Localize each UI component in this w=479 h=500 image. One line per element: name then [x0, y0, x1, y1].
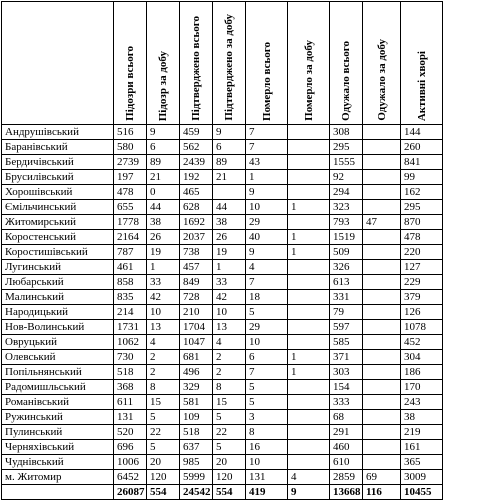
value-cell: 92 — [330, 170, 363, 185]
value-cell: 1704 — [180, 320, 213, 335]
table-row — [2, 245, 443, 260]
value-cell: 308 — [330, 125, 363, 140]
table-body — [2, 125, 443, 500]
value-cell: 186 — [401, 365, 443, 380]
value-cell: 0 — [147, 185, 180, 200]
district-name: Любарський — [2, 275, 114, 290]
table-row — [2, 410, 443, 425]
district-name: Нов-Волинський — [2, 320, 114, 335]
value-cell: 518 — [180, 425, 213, 440]
value-cell: 516 — [114, 125, 147, 140]
value-cell: 730 — [114, 350, 147, 365]
value-cell: 109 — [180, 410, 213, 425]
value-cell — [288, 440, 330, 455]
value-cell: 628 — [180, 200, 213, 215]
value-cell: 295 — [401, 200, 443, 215]
value-cell: 9 — [213, 125, 246, 140]
value-cell: 1 — [213, 260, 246, 275]
district-name: Лугинський — [2, 260, 114, 275]
value-cell: 787 — [114, 245, 147, 260]
district-name: Ружинський — [2, 410, 114, 425]
table-row — [2, 455, 443, 470]
value-cell: 1692 — [180, 215, 213, 230]
value-cell: 131 — [114, 410, 147, 425]
value-cell: 9 — [246, 185, 288, 200]
value-cell: 2 — [147, 365, 180, 380]
value-cell: 6 — [147, 140, 180, 155]
value-cell: 38 — [401, 410, 443, 425]
header-suspected-day: Підозр за добу — [147, 2, 180, 125]
value-cell — [288, 275, 330, 290]
value-cell: 294 — [330, 185, 363, 200]
value-cell: 562 — [180, 140, 213, 155]
value-cell: 365 — [401, 455, 443, 470]
header-row — [2, 2, 443, 125]
value-cell: 229 — [401, 275, 443, 290]
district-name: Баранівський — [2, 140, 114, 155]
table-row — [2, 470, 443, 485]
value-cell: 24542 — [180, 485, 213, 500]
table-row — [2, 275, 443, 290]
value-cell: 29 — [246, 320, 288, 335]
value-cell: 22 — [213, 425, 246, 440]
value-cell: 681 — [180, 350, 213, 365]
value-cell — [363, 245, 401, 260]
value-cell: 1078 — [401, 320, 443, 335]
value-cell: 26 — [213, 230, 246, 245]
value-cell: 6 — [246, 350, 288, 365]
value-cell — [288, 455, 330, 470]
value-cell: 120 — [147, 470, 180, 485]
value-cell: 69 — [363, 470, 401, 485]
table-row — [2, 350, 443, 365]
value-cell: 44 — [213, 200, 246, 215]
value-cell — [288, 215, 330, 230]
header-active: Активні хворі — [401, 2, 443, 125]
value-cell: 323 — [330, 200, 363, 215]
value-cell: 1778 — [114, 215, 147, 230]
table-row — [2, 185, 443, 200]
value-cell: 127 — [401, 260, 443, 275]
value-cell — [288, 410, 330, 425]
value-cell: 13 — [213, 320, 246, 335]
value-cell: 4 — [246, 260, 288, 275]
value-cell: 610 — [330, 455, 363, 470]
value-cell: 496 — [180, 365, 213, 380]
table-row — [2, 290, 443, 305]
value-cell: 13668 — [330, 485, 363, 500]
value-cell: 4 — [213, 335, 246, 350]
value-cell: 6452 — [114, 470, 147, 485]
value-cell — [363, 425, 401, 440]
value-cell: 40 — [246, 230, 288, 245]
value-cell: 985 — [180, 455, 213, 470]
value-cell — [363, 455, 401, 470]
table-row — [2, 440, 443, 455]
value-cell: 5 — [246, 380, 288, 395]
value-cell: 38 — [147, 215, 180, 230]
value-cell: 9 — [288, 485, 330, 500]
value-cell — [363, 320, 401, 335]
value-cell: 22 — [147, 425, 180, 440]
value-cell: 19 — [213, 245, 246, 260]
value-cell: 2164 — [114, 230, 147, 245]
header-corner — [2, 2, 114, 125]
value-cell: 509 — [330, 245, 363, 260]
value-cell: 2739 — [114, 155, 147, 170]
value-cell: 33 — [147, 275, 180, 290]
value-cell — [363, 125, 401, 140]
table-row — [2, 125, 443, 140]
value-cell: 696 — [114, 440, 147, 455]
value-cell: 1 — [288, 350, 330, 365]
value-cell: 8 — [213, 380, 246, 395]
header-suspected-total: Підозри всього — [114, 2, 147, 125]
value-cell: 20 — [213, 455, 246, 470]
value-cell — [288, 425, 330, 440]
total-row — [2, 485, 443, 500]
value-cell: 291 — [330, 425, 363, 440]
value-cell: 2 — [213, 350, 246, 365]
value-cell: 3 — [246, 410, 288, 425]
header-died-day: Померло за добу — [288, 2, 330, 125]
value-cell: 478 — [114, 185, 147, 200]
district-name: Хорошівський — [2, 185, 114, 200]
value-cell — [288, 260, 330, 275]
value-cell: 79 — [330, 305, 363, 320]
value-cell: 1555 — [330, 155, 363, 170]
value-cell — [363, 305, 401, 320]
value-cell: 220 — [401, 245, 443, 260]
district-name: Коростенський — [2, 230, 114, 245]
value-cell: 303 — [330, 365, 363, 380]
value-cell — [288, 155, 330, 170]
value-cell: 2037 — [180, 230, 213, 245]
value-cell: 581 — [180, 395, 213, 410]
covid-stats-table — [1, 1, 443, 500]
value-cell: 144 — [401, 125, 443, 140]
table-row — [2, 200, 443, 215]
value-cell: 452 — [401, 335, 443, 350]
value-cell: 7 — [246, 275, 288, 290]
value-cell: 170 — [401, 380, 443, 395]
value-cell: 2 — [147, 350, 180, 365]
value-cell — [288, 305, 330, 320]
header-recovered-total: Одужало всього — [330, 2, 363, 125]
value-cell: 1 — [288, 245, 330, 260]
table-row — [2, 260, 443, 275]
value-cell: 120 — [213, 470, 246, 485]
value-cell: 1 — [288, 365, 330, 380]
value-cell: 326 — [330, 260, 363, 275]
value-cell: 841 — [401, 155, 443, 170]
value-cell: 116 — [363, 485, 401, 500]
value-cell: 4 — [288, 470, 330, 485]
value-cell: 47 — [363, 215, 401, 230]
header-confirmed-total: Підтверджено всього — [180, 2, 213, 125]
district-name: Малинський — [2, 290, 114, 305]
value-cell: 131 — [246, 470, 288, 485]
table-row — [2, 395, 443, 410]
value-cell — [363, 230, 401, 245]
value-cell: 161 — [401, 440, 443, 455]
table-row — [2, 305, 443, 320]
value-cell: 419 — [246, 485, 288, 500]
value-cell: 7 — [246, 365, 288, 380]
value-cell — [363, 380, 401, 395]
value-cell: 10455 — [401, 485, 443, 500]
value-cell: 2859 — [330, 470, 363, 485]
table-row — [2, 335, 443, 350]
value-cell: 29 — [246, 215, 288, 230]
value-cell: 68 — [330, 410, 363, 425]
district-name: Олевський — [2, 350, 114, 365]
value-cell — [363, 155, 401, 170]
value-cell: 333 — [330, 395, 363, 410]
value-cell: 21 — [147, 170, 180, 185]
value-cell — [363, 440, 401, 455]
table-row — [2, 215, 443, 230]
value-cell: 461 — [114, 260, 147, 275]
district-name: Народицький — [2, 305, 114, 320]
header-died-total: Померло всього — [246, 2, 288, 125]
value-cell: 1 — [246, 170, 288, 185]
value-cell: 7 — [246, 125, 288, 140]
value-cell: 99 — [401, 170, 443, 185]
value-cell: 219 — [401, 425, 443, 440]
district-name: Овруцький — [2, 335, 114, 350]
value-cell: 554 — [213, 485, 246, 500]
value-cell: 3009 — [401, 470, 443, 485]
value-cell: 5 — [147, 410, 180, 425]
value-cell: 126 — [401, 305, 443, 320]
value-cell: 4 — [147, 335, 180, 350]
covid-stats-table-container — [1, 1, 443, 500]
value-cell: 478 — [401, 230, 443, 245]
value-cell: 43 — [246, 155, 288, 170]
district-name: Брусилівський — [2, 170, 114, 185]
value-cell: 1062 — [114, 335, 147, 350]
value-cell — [363, 365, 401, 380]
value-cell — [288, 335, 330, 350]
value-cell: 295 — [330, 140, 363, 155]
value-cell: 611 — [114, 395, 147, 410]
value-cell: 42 — [213, 290, 246, 305]
value-cell: 162 — [401, 185, 443, 200]
value-cell: 371 — [330, 350, 363, 365]
value-cell: 2 — [213, 365, 246, 380]
value-cell: 243 — [401, 395, 443, 410]
value-cell: 18 — [246, 290, 288, 305]
district-name: м. Житомир — [2, 470, 114, 485]
value-cell — [363, 350, 401, 365]
value-cell — [363, 395, 401, 410]
value-cell: 38 — [213, 215, 246, 230]
value-cell — [363, 410, 401, 425]
value-cell: 19 — [147, 245, 180, 260]
value-cell — [288, 140, 330, 155]
value-cell: 5 — [246, 395, 288, 410]
table-row — [2, 140, 443, 155]
value-cell — [363, 275, 401, 290]
value-cell: 1519 — [330, 230, 363, 245]
value-cell: 585 — [330, 335, 363, 350]
value-cell: 460 — [330, 440, 363, 455]
value-cell: 10 — [213, 305, 246, 320]
value-cell: 870 — [401, 215, 443, 230]
value-cell: 42 — [147, 290, 180, 305]
value-cell: 8 — [246, 425, 288, 440]
value-cell: 210 — [180, 305, 213, 320]
value-cell: 15 — [213, 395, 246, 410]
value-cell: 1 — [288, 230, 330, 245]
district-name: Пулинський — [2, 425, 114, 440]
value-cell: 26 — [147, 230, 180, 245]
value-cell: 10 — [246, 335, 288, 350]
district-name: Житомирський — [2, 215, 114, 230]
table-row — [2, 170, 443, 185]
value-cell — [288, 170, 330, 185]
value-cell: 16 — [246, 440, 288, 455]
district-name: Черняхівський — [2, 440, 114, 455]
value-cell: 10 — [147, 305, 180, 320]
value-cell: 520 — [114, 425, 147, 440]
district-name: Ємільчинський — [2, 200, 114, 215]
value-cell — [363, 185, 401, 200]
table-row — [2, 365, 443, 380]
value-cell — [288, 320, 330, 335]
value-cell — [363, 260, 401, 275]
value-cell: 8 — [147, 380, 180, 395]
value-cell: 379 — [401, 290, 443, 305]
value-cell: 637 — [180, 440, 213, 455]
value-cell: 5999 — [180, 470, 213, 485]
value-cell: 580 — [114, 140, 147, 155]
value-cell: 9 — [147, 125, 180, 140]
value-cell: 728 — [180, 290, 213, 305]
value-cell: 457 — [180, 260, 213, 275]
district-name: Попільнянський — [2, 365, 114, 380]
value-cell: 260 — [401, 140, 443, 155]
value-cell: 44 — [147, 200, 180, 215]
value-cell — [363, 200, 401, 215]
district-name: Романівський — [2, 395, 114, 410]
value-cell — [288, 125, 330, 140]
district-name: Андрушівський — [2, 125, 114, 140]
value-cell — [213, 185, 246, 200]
value-cell: 554 — [147, 485, 180, 500]
value-cell: 89 — [147, 155, 180, 170]
value-cell: 849 — [180, 275, 213, 290]
value-cell: 5 — [213, 440, 246, 455]
value-cell: 1 — [288, 200, 330, 215]
value-cell: 13 — [147, 320, 180, 335]
value-cell: 613 — [330, 275, 363, 290]
value-cell: 5 — [213, 410, 246, 425]
value-cell: 192 — [180, 170, 213, 185]
district-name: Чуднівський — [2, 455, 114, 470]
table-row — [2, 155, 443, 170]
table-row — [2, 230, 443, 245]
value-cell: 10 — [246, 455, 288, 470]
value-cell: 7 — [246, 140, 288, 155]
value-cell: 1731 — [114, 320, 147, 335]
value-cell: 304 — [401, 350, 443, 365]
value-cell — [288, 380, 330, 395]
value-cell — [288, 290, 330, 305]
value-cell: 33 — [213, 275, 246, 290]
value-cell — [363, 140, 401, 155]
value-cell: 20 — [147, 455, 180, 470]
value-cell: 26087 — [114, 485, 147, 500]
value-cell: 9 — [246, 245, 288, 260]
value-cell — [363, 170, 401, 185]
value-cell: 5 — [147, 440, 180, 455]
value-cell: 1047 — [180, 335, 213, 350]
district-name: Бердичівський — [2, 155, 114, 170]
table-row — [2, 425, 443, 440]
district-name: Коростишівський — [2, 245, 114, 260]
value-cell: 197 — [114, 170, 147, 185]
value-cell: 655 — [114, 200, 147, 215]
value-cell — [288, 395, 330, 410]
value-cell: 793 — [330, 215, 363, 230]
table-row — [2, 380, 443, 395]
district-name — [2, 485, 114, 500]
value-cell: 214 — [114, 305, 147, 320]
value-cell — [288, 185, 330, 200]
value-cell: 5 — [246, 305, 288, 320]
value-cell: 21 — [213, 170, 246, 185]
header-confirmed-day: Підтверджено за добу — [213, 2, 246, 125]
value-cell: 738 — [180, 245, 213, 260]
value-cell: 15 — [147, 395, 180, 410]
value-cell: 835 — [114, 290, 147, 305]
value-cell — [363, 290, 401, 305]
table-row — [2, 320, 443, 335]
value-cell: 2439 — [180, 155, 213, 170]
value-cell: 331 — [330, 290, 363, 305]
value-cell: 329 — [180, 380, 213, 395]
value-cell: 518 — [114, 365, 147, 380]
value-cell: 465 — [180, 185, 213, 200]
value-cell: 858 — [114, 275, 147, 290]
value-cell: 597 — [330, 320, 363, 335]
value-cell: 1006 — [114, 455, 147, 470]
value-cell: 89 — [213, 155, 246, 170]
value-cell: 154 — [330, 380, 363, 395]
value-cell: 1 — [147, 260, 180, 275]
header-recovered-day: Одужало за добу — [363, 2, 401, 125]
value-cell: 10 — [246, 200, 288, 215]
value-cell: 6 — [213, 140, 246, 155]
value-cell: 459 — [180, 125, 213, 140]
value-cell: 368 — [114, 380, 147, 395]
district-name: Радомишльський — [2, 380, 114, 395]
value-cell — [363, 335, 401, 350]
